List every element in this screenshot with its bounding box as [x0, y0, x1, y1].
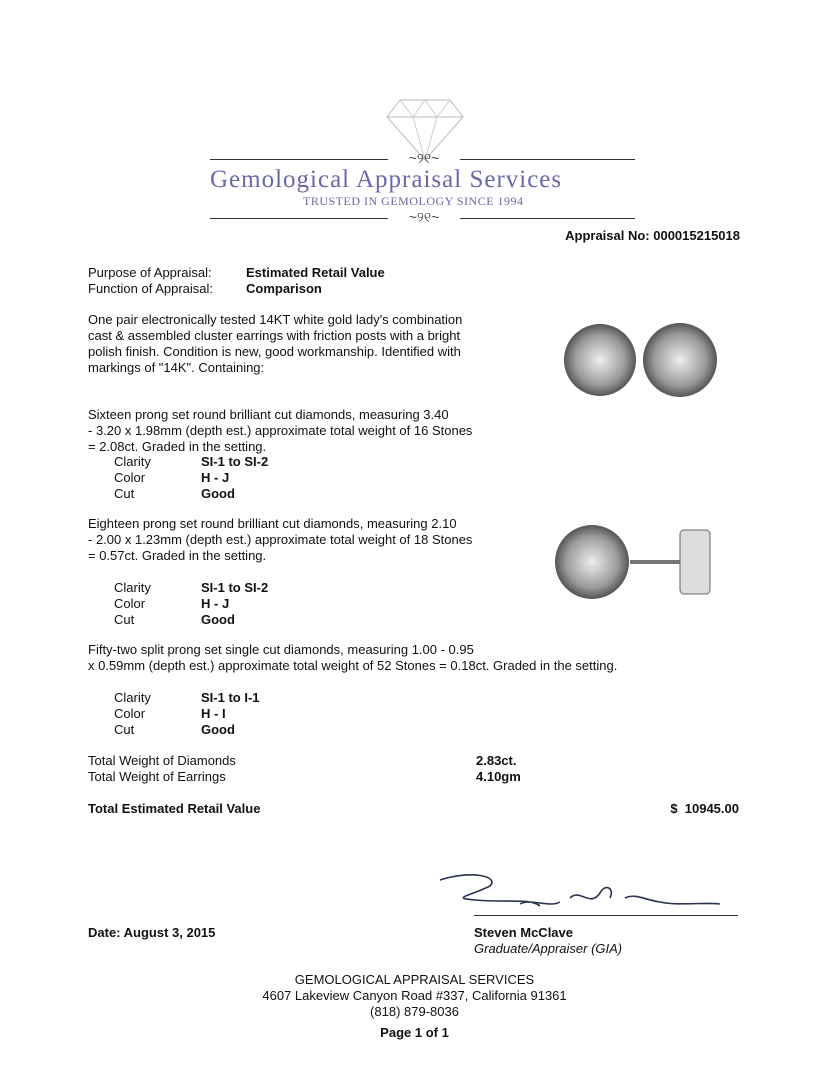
- footer-company: GEMOLOGICAL APPRAISAL SERVICES: [294, 972, 535, 987]
- flourish-ornament-icon: ~୨୧~: [408, 150, 440, 166]
- color-label: Color: [114, 596, 146, 611]
- logo-rule: [460, 159, 635, 160]
- description-line: polish finish. Condition is new, good workmanship. Identified with: [88, 344, 461, 359]
- signer-title: Graduate/Appraiser (GIA): [474, 941, 623, 956]
- logo-rule: [210, 218, 388, 219]
- appraisal-number: Appraisal No: 000015215018: [565, 228, 740, 243]
- function-value: Comparison: [246, 281, 322, 296]
- purpose-label: Purpose of Appraisal:: [88, 265, 212, 280]
- cut-value: Good: [201, 486, 235, 501]
- logo-rule: [210, 159, 388, 160]
- stone-description: = 0.57ct. Graded in the setting.: [88, 548, 267, 563]
- color-value: H - J: [201, 470, 230, 485]
- total-diamonds-value: 2.83ct.: [476, 753, 517, 768]
- signer-name: Steven McClave: [474, 925, 573, 940]
- stone-description: - 3.20 x 1.98mm (depth est.) approximate total weight of 16 Stones: [88, 423, 473, 438]
- clarity-value: SI-1 to SI-2: [201, 454, 269, 469]
- total-retail-value: $ 10945.00: [670, 801, 739, 816]
- footer-address: 4607 Lakeview Canyon Road #337, California 91361: [262, 988, 567, 1003]
- flourish-ornament-icon: ~୨୧~: [408, 209, 440, 225]
- logo-rule: [460, 218, 635, 219]
- stone-description: Fifty-two split prong set single cut diamonds, measuring 1.00 - 0.95: [88, 642, 474, 657]
- appraisal-date: Date: August 3, 2015: [88, 925, 216, 940]
- total-diamonds-label: Total Weight of Diamonds: [88, 753, 236, 768]
- color-label: Color: [114, 470, 146, 485]
- purpose-value: Estimated Retail Value: [246, 265, 385, 280]
- signature: [430, 868, 745, 918]
- color-value: H - J: [201, 596, 230, 611]
- description-line: cast & assembled cluster earrings with friction posts with a bright: [88, 328, 461, 343]
- stone-description: = 2.08ct. Graded in the setting.: [88, 439, 267, 454]
- description-line: markings of "14K". Containing:: [88, 360, 265, 375]
- clarity-label: Clarity: [114, 454, 151, 469]
- stone-description: Sixteen prong set round brilliant cut diamonds, measuring 3.40: [88, 407, 449, 422]
- footer-phone: (818) 879-8036: [370, 1004, 459, 1019]
- color-value: H - I: [201, 706, 226, 721]
- clarity-value: SI-1 to SI-2: [201, 580, 269, 595]
- description-line: One pair electronically tested 14KT white gold lady's combination: [88, 312, 463, 327]
- cut-value: Good: [201, 722, 235, 737]
- stone-description: - 2.00 x 1.23mm (depth est.) approximate total weight of 18 Stones: [88, 532, 473, 547]
- cut-label: Cut: [114, 612, 135, 627]
- cut-label: Cut: [114, 722, 135, 737]
- earrings-front-photo: [560, 320, 725, 400]
- total-retail-label: Total Estimated Retail Value: [88, 801, 261, 816]
- function-label: Function of Appraisal:: [88, 281, 214, 296]
- color-label: Color: [114, 706, 146, 721]
- cut-value: Good: [201, 612, 235, 627]
- total-earrings-label: Total Weight of Earrings: [88, 769, 226, 784]
- signature-line: [474, 915, 738, 916]
- page-number: Page 1 of 1: [380, 1025, 449, 1040]
- earrings-side-photo: [552, 522, 724, 602]
- clarity-label: Clarity: [114, 580, 151, 595]
- stone-description: Eighteen prong set round brilliant cut diamonds, measuring 2.10: [88, 516, 457, 531]
- total-earrings-value: 4.10gm: [476, 769, 521, 784]
- clarity-value: SI-1 to I-1: [201, 690, 260, 705]
- cut-label: Cut: [114, 486, 135, 501]
- logo-title: Gemological Appraisal Services: [210, 166, 563, 193]
- logo-tagline: TRUSTED IN GEMOLOGY SINCE 1994: [303, 194, 524, 208]
- stone-description: x 0.59mm (depth est.) approximate total weight of 52 Stones = 0.18ct. Graded in the setting.: [88, 658, 618, 673]
- clarity-label: Clarity: [114, 690, 151, 705]
